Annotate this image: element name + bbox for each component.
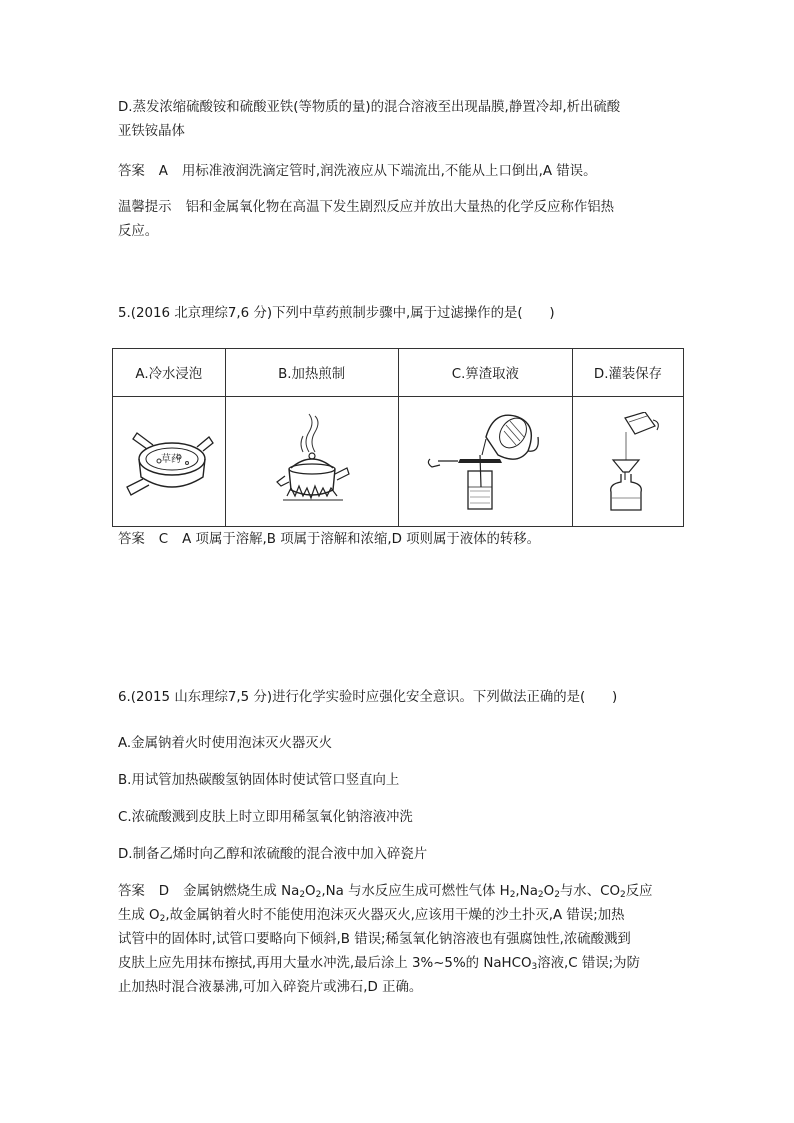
soaking-pot-icon [117, 417, 221, 507]
tip-block: 温馨提示 铝和金属氧化物在高温下发生剧烈反应并放出大量热的化学反应称作铝热 反应。 [118, 200, 615, 239]
option-d-label: D.灌装保存 [573, 349, 684, 397]
answer-label: 答案 [118, 164, 145, 179]
option-b-label: B.加热煎制 [225, 349, 398, 397]
option-d-text: D.蒸发浓缩硫酸铵和硫酸亚铁(等物质的量)的混合溶液至出现晶膜,静置冷却,析出硫酸 亚铁铵晶体 [118, 100, 621, 139]
filtering-icon [420, 407, 550, 517]
answer-6: 答案 D 金属钠燃烧生成 $Na_2O_2,Na$ 与水反应生成可燃性气体 $H_2,Na_2O_2$与水、$CO_2$反应 生成 $O_2$,故金属钠着火时不能使用泡沫灭火器灭火,应该用干燥的沙土扑灭,A 错误;加热 试管中的固体时,试管口要略向下倾斜,B 错误;稀氢氧化钠溶液也有强腐蚀性,浓硫酸溅到 皮肤上应先用抹布擦拭,再用大量水冲洗,最后涂上 3%~5%的 NaHCO$_3$溶液,C 错误;为防 止加热时混合液暴沸,可加入碎瓷片或沸石,D 正确。 [118, 884, 653, 995]
question-6-option-b: B.用试管加热碳酸氢钠固体时使试管口竖直向上 [118, 773, 400, 788]
tip-label: 温馨提示 [118, 200, 172, 215]
question-6-option-c: C.浓硫酸溅到皮肤上时立即用稀氢氧化钠溶液冲洗 [118, 810, 413, 825]
answer-explanation: A 项属于溶解,B 项属于溶解和浓缩,D 项则属于液体的转移。 [182, 532, 541, 547]
question-6-stem: 6.(2015 山东理综7,5 分)进行化学实验时应强化安全意识。下列做法正确的是( ) [118, 690, 618, 705]
answer-choice: A [158, 164, 168, 179]
answer-4 [118, 160, 688, 184]
answer-choice: D [158, 884, 170, 899]
pot-label: 草药 [160, 453, 181, 465]
question-6-option-a: A.金属钠着火时使用泡沫灭火器灭火 [118, 736, 333, 751]
question-6-option-d: D.制备乙烯时向乙醇和浓硫酸的混合液中加入碎瓷片 [118, 847, 428, 862]
boiling-pot-icon [257, 412, 367, 512]
option-a-label: A.冷水浸泡 [113, 349, 226, 397]
bottling-icon [573, 412, 683, 512]
answer-5 [118, 528, 688, 552]
answer-label: 答案 [118, 884, 145, 899]
question-5-options-table [112, 348, 684, 527]
answer-explanation: 用标准液润洗滴定管时,润洗液应从下端流出,不能从上口倒出,A 错误。 [181, 164, 597, 179]
option-c-label: C.箅渣取液 [398, 349, 572, 397]
answer-label: 答案 [118, 532, 145, 547]
question-5-stem: 5.(2016 北京理综7,6 分)下列中草药煎制步骤中,属于过滤操作的是( ) [118, 306, 555, 321]
answer-choice: C [158, 532, 169, 547]
